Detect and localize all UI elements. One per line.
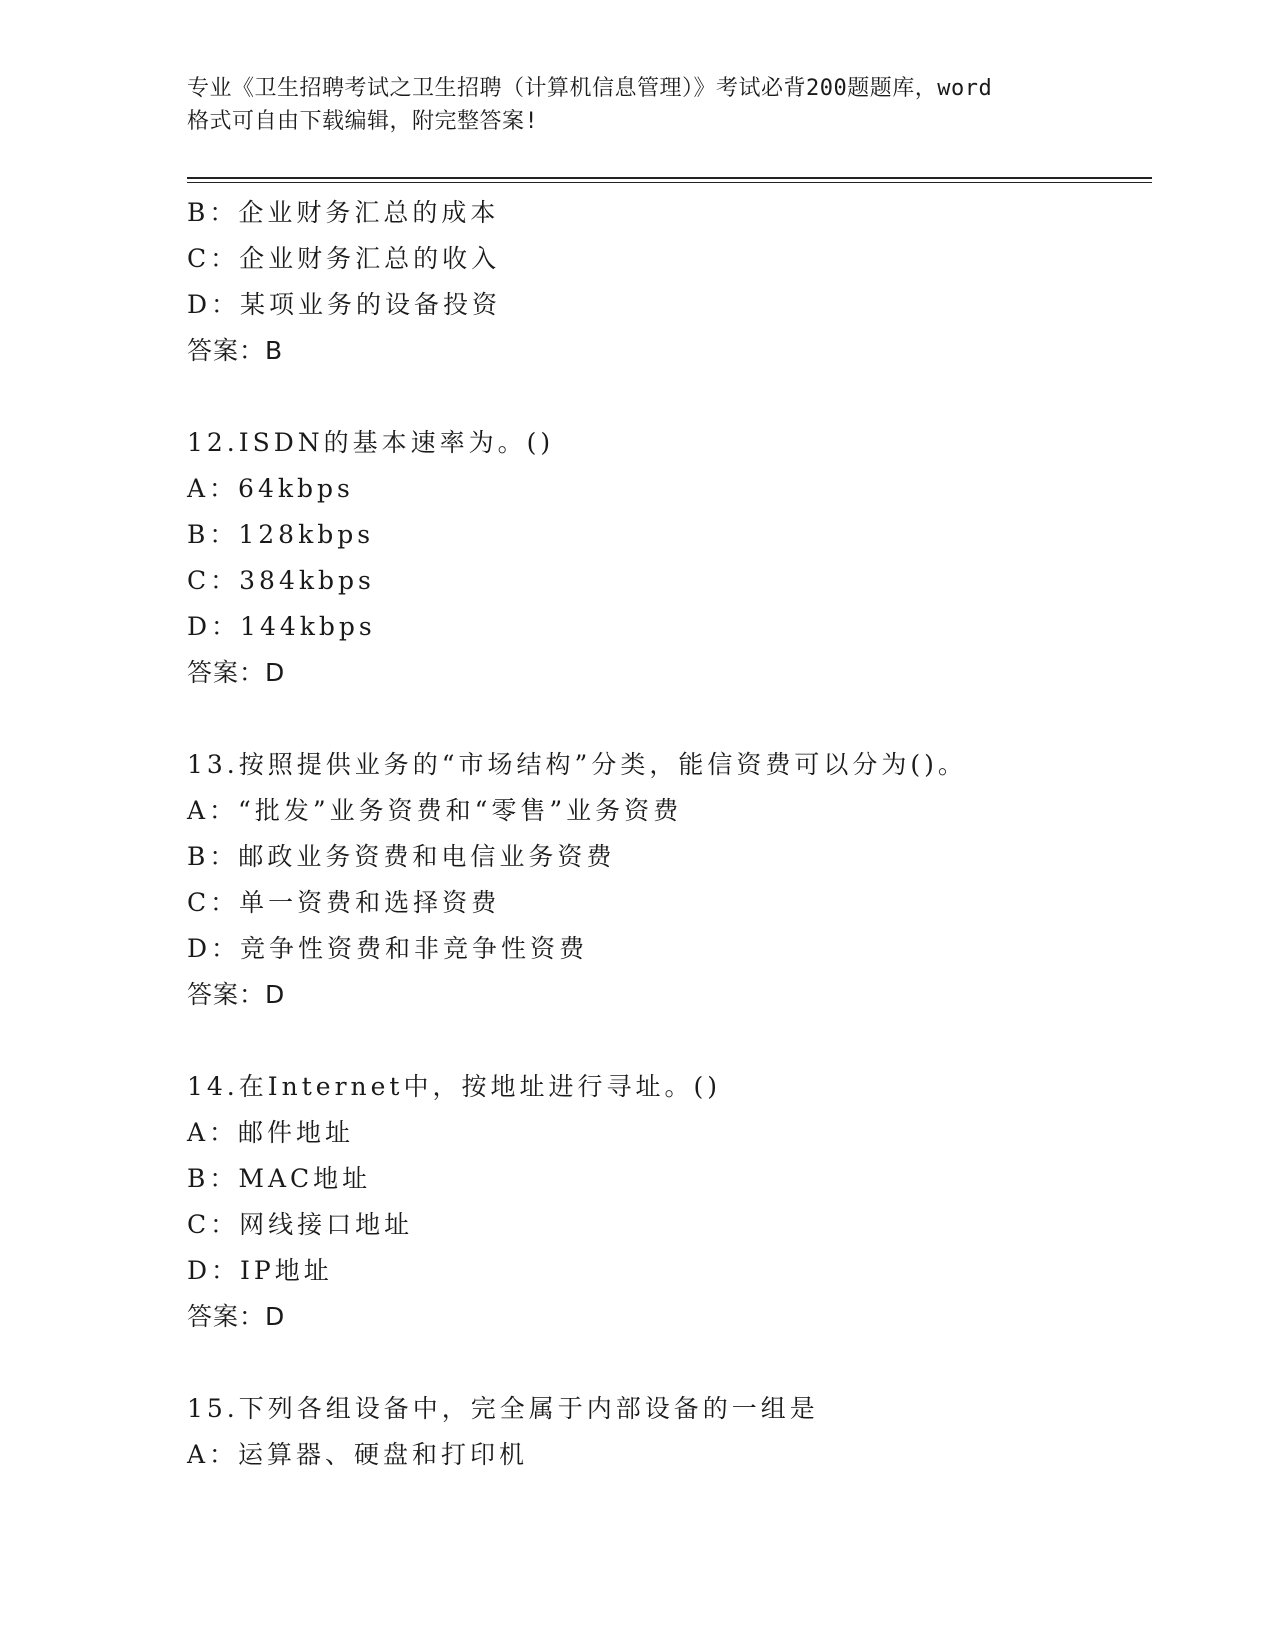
question-stem: 12.ISDN的基本速率为。() bbox=[187, 428, 555, 457]
answer: 答案：D bbox=[187, 980, 286, 1009]
question-list bbox=[187, 190, 1147, 1478]
question-12 bbox=[187, 420, 1147, 696]
answer: 答案：D bbox=[187, 658, 286, 687]
option-b: B：MAC地址 bbox=[187, 1164, 372, 1193]
question-11-tail bbox=[187, 190, 1147, 374]
spacer bbox=[187, 1340, 1147, 1386]
spacer bbox=[187, 696, 1147, 742]
option-a: A：64kbps bbox=[187, 474, 354, 503]
option-d: D：竞争性资费和非竞争性资费 bbox=[187, 934, 589, 963]
option-c: C：网线接口地址 bbox=[187, 1210, 414, 1239]
spacer bbox=[187, 374, 1147, 420]
option-c: C：企业财务汇总的收入 bbox=[187, 244, 501, 273]
option-a: A：运算器、硬盘和打印机 bbox=[187, 1440, 529, 1469]
option-a: A：“批发”业务资费和“零售”业务资费 bbox=[187, 796, 683, 825]
question-stem: 13.按照提供业务的“市场结构”分类，能信资费可以分为()。 bbox=[187, 750, 967, 779]
option-b: B：128kbps bbox=[187, 520, 375, 549]
option-c: C：384kbps bbox=[187, 566, 375, 595]
question-14 bbox=[187, 1064, 1147, 1340]
question-15 bbox=[187, 1386, 1147, 1478]
document-header bbox=[187, 72, 1087, 138]
question-13 bbox=[187, 742, 1147, 1018]
option-b: B：邮政业务资费和电信业务资费 bbox=[187, 842, 616, 871]
question-stem: 14.在Internet中，按地址进行寻址。() bbox=[187, 1072, 721, 1101]
header-line-1: 专业《卫生招聘考试之卫生招聘（计算机信息管理）》考试必背200题题库，word bbox=[187, 76, 993, 101]
option-d: D：144kbps bbox=[187, 612, 376, 641]
answer: 答案：B bbox=[187, 336, 284, 365]
option-d: D：IP地址 bbox=[187, 1256, 333, 1285]
option-d: D：某项业务的设备投资 bbox=[187, 290, 502, 319]
header-divider-thick bbox=[187, 177, 1152, 179]
option-a: A：邮件地址 bbox=[187, 1118, 355, 1147]
header-line-2: 格式可自由下载编辑，附完整答案! bbox=[187, 109, 539, 134]
option-c: C：单一资费和选择资费 bbox=[187, 888, 501, 917]
spacer bbox=[187, 1018, 1147, 1064]
header-divider-thin bbox=[187, 182, 1152, 183]
answer: 答案：D bbox=[187, 1302, 286, 1331]
question-stem: 15.下列各组设备中，完全属于内部设备的一组是 bbox=[187, 1394, 819, 1423]
option-b: B：企业财务汇总的成本 bbox=[187, 198, 500, 227]
